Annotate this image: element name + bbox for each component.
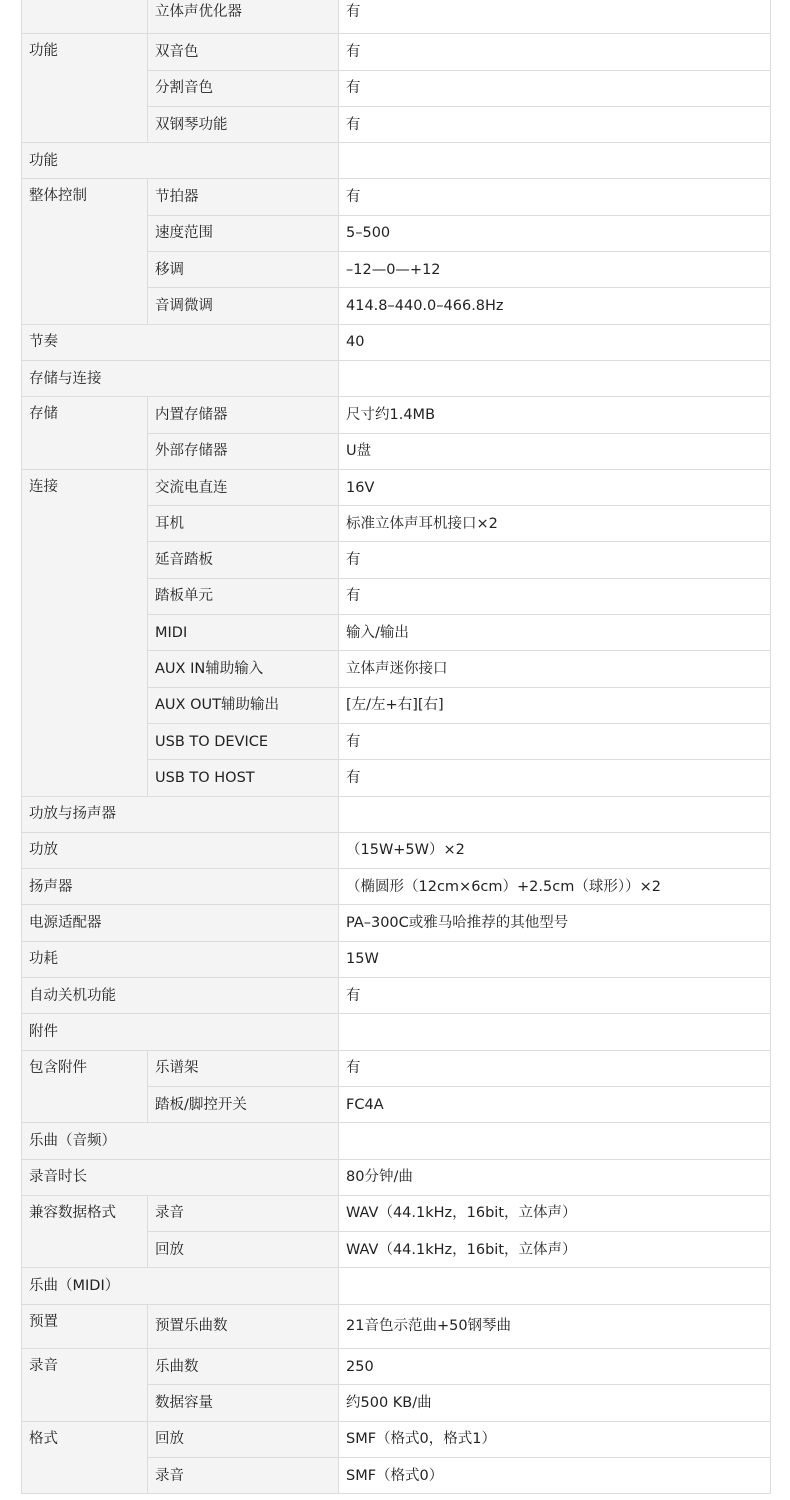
spec-value: 80分钟/曲 [339, 1159, 771, 1195]
spec-value: （15W+5W）×2 [339, 832, 771, 868]
table-row [22, 978, 771, 1014]
category-label: 兼容数据格式 [22, 1195, 148, 1268]
section-title: 功能 [22, 143, 339, 179]
spec-value: 有 [339, 70, 771, 106]
table-row [22, 0, 771, 34]
section-title: 乐曲（MIDI） [22, 1268, 339, 1304]
spec-value: SMF（格式0，格式1） [339, 1421, 771, 1457]
category-label: 功能 [22, 34, 148, 143]
spec-name: USB TO HOST [148, 760, 339, 796]
spec-value: 尺寸约1.4MB [339, 397, 771, 433]
spec-value: 标准立体声耳机接口×2 [339, 506, 771, 542]
spec-value: [左/左+右][右] [339, 687, 771, 723]
spec-name: 立体声优化器 [148, 0, 339, 34]
section-empty-cell [339, 1014, 771, 1050]
table-row [22, 905, 771, 941]
category-label: 包含附件 [22, 1050, 148, 1123]
spec-name: AUX IN辅助输入 [148, 651, 339, 687]
spec-value: –12—0—+12 [339, 252, 771, 288]
spec-name: 音调微调 [148, 288, 339, 324]
table-row [22, 469, 771, 505]
section-empty-cell [339, 1123, 771, 1159]
table-row [22, 832, 771, 868]
category-label: 存储 [22, 397, 148, 470]
spec-value: 有 [339, 34, 771, 70]
category-label: 录音 [22, 1348, 148, 1421]
section-empty-cell [339, 143, 771, 179]
spec-name: 预置乐曲数 [148, 1304, 339, 1348]
spec-value: WAV（44.1kHz，16bit，立体声） [339, 1195, 771, 1231]
spec-name: 乐曲数 [148, 1348, 339, 1384]
section-title: 功放与扬声器 [22, 796, 339, 832]
spec-name: 分割音色 [148, 70, 339, 106]
spec-value: 40 [339, 324, 771, 360]
spec-table-body [22, 0, 771, 1494]
spec-value: 有 [339, 723, 771, 759]
spec-name: 交流电直连 [148, 469, 339, 505]
spec-name: AUX OUT辅助输出 [148, 687, 339, 723]
spec-value: PA–300C或雅马哈推荐的其他型号 [339, 905, 771, 941]
spec-name: 录音时长 [22, 1159, 339, 1195]
spec-name: 回放 [148, 1421, 339, 1457]
section-title: 乐曲（音频） [22, 1123, 339, 1159]
spec-value: 5–500 [339, 215, 771, 251]
category-label: 连接 [22, 469, 148, 796]
spec-value: 约500 KB/曲 [339, 1385, 771, 1421]
spec-value: 有 [339, 978, 771, 1014]
spec-name: 回放 [148, 1232, 339, 1268]
table-row [22, 1421, 771, 1457]
section-header-row [22, 360, 771, 396]
spec-name: 乐谱架 [148, 1050, 339, 1086]
spec-name: 移调 [148, 252, 339, 288]
section-title: 附件 [22, 1014, 339, 1050]
section-empty-cell [339, 796, 771, 832]
section-title: 存储与连接 [22, 360, 339, 396]
table-row [22, 34, 771, 70]
spec-name: 自动关机功能 [22, 978, 339, 1014]
table-row [22, 1195, 771, 1231]
spec-value: 16V [339, 469, 771, 505]
spec-name: 录音 [148, 1457, 339, 1493]
spec-name: 电源适配器 [22, 905, 339, 941]
spec-name: 延音踏板 [148, 542, 339, 578]
category-label [22, 0, 148, 34]
section-header-row [22, 143, 771, 179]
section-empty-cell [339, 1268, 771, 1304]
section-header-row [22, 1123, 771, 1159]
spec-value: 414.8–440.0–466.8Hz [339, 288, 771, 324]
spec-value: 250 [339, 1348, 771, 1384]
spec-name: 外部存储器 [148, 433, 339, 469]
table-row [22, 1304, 771, 1348]
spec-value: （椭圆形（12cm×6cm）+2.5cm（球形））×2 [339, 869, 771, 905]
spec-value: 15W [339, 941, 771, 977]
spec-name: 双音色 [148, 34, 339, 70]
table-row [22, 1159, 771, 1195]
spec-name: USB TO DEVICE [148, 723, 339, 759]
spec-table [21, 0, 771, 1494]
table-row [22, 941, 771, 977]
section-header-row [22, 1014, 771, 1050]
section-header-row [22, 1268, 771, 1304]
section-empty-cell [339, 360, 771, 396]
spec-value: 有 [339, 760, 771, 796]
spec-name: MIDI [148, 615, 339, 651]
table-row [22, 1050, 771, 1086]
spec-name: 耳机 [148, 506, 339, 542]
spec-name: 踏板/脚控开关 [148, 1086, 339, 1122]
spec-value: SMF（格式0） [339, 1457, 771, 1493]
spec-name: 双钢琴功能 [148, 106, 339, 142]
spec-name: 速度范围 [148, 215, 339, 251]
spec-value: 21音色示范曲+50钢琴曲 [339, 1304, 771, 1348]
spec-name: 踏板单元 [148, 578, 339, 614]
section-header-row [22, 796, 771, 832]
spec-name: 录音 [148, 1195, 339, 1231]
category-label: 格式 [22, 1421, 148, 1494]
spec-value: WAV（44.1kHz，16bit，立体声） [339, 1232, 771, 1268]
spec-value: 有 [339, 542, 771, 578]
spec-name: 节拍器 [148, 179, 339, 215]
spec-value: 输入/输出 [339, 615, 771, 651]
spec-name: 功放 [22, 832, 339, 868]
spec-value: 有 [339, 1050, 771, 1086]
spec-value: U盘 [339, 433, 771, 469]
spec-value: 有 [339, 179, 771, 215]
table-row [22, 397, 771, 433]
spec-name: 数据容量 [148, 1385, 339, 1421]
spec-value: FC4A [339, 1086, 771, 1122]
spec-name: 内置存储器 [148, 397, 339, 433]
spec-name: 扬声器 [22, 869, 339, 905]
category-label: 整体控制 [22, 179, 148, 324]
table-row [22, 179, 771, 215]
spec-value: 有 [339, 578, 771, 614]
category-label: 预置 [22, 1304, 148, 1348]
table-row [22, 324, 771, 360]
table-row [22, 1348, 771, 1384]
spec-value: 有 [339, 0, 771, 34]
table-row [22, 869, 771, 905]
spec-name: 节奏 [22, 324, 339, 360]
spec-name: 功耗 [22, 941, 339, 977]
spec-value: 立体声迷你接口 [339, 651, 771, 687]
spec-value: 有 [339, 106, 771, 142]
